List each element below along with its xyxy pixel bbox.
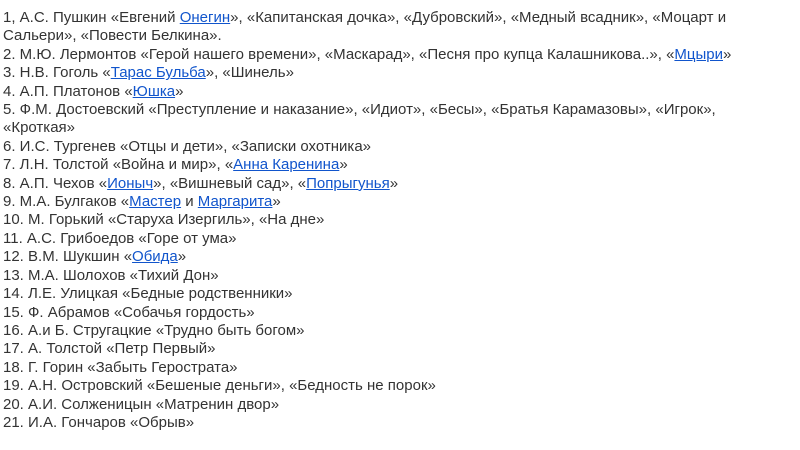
list-item [3, 46, 796, 64]
text-segment: 5. Ф.М. Достоевский «Преступление и наказание», «Идиот», «Бесы», «Братья Карамазовы», «Игрок», [3, 101, 716, 119]
text-segment: 4. А.П. Платонов « [3, 82, 133, 100]
list-item [3, 377, 796, 395]
list-item [3, 304, 796, 322]
text-segment: 3. Н.В. Гоголь « [3, 64, 111, 82]
text-segment: 1, А.С. Пушкин «Евгений [3, 9, 180, 26]
text-segment: Сальери», «Повести Белкина». [3, 27, 222, 45]
text-segment: 14. Л.Е. Улицкая «Бедные родственники» [3, 285, 293, 303]
text-segment: 11. А.С. Грибоедов «Горе от ума» [3, 229, 237, 247]
text-segment: » [177, 248, 187, 266]
work-link[interactable]: Тарас Бульба [110, 64, 206, 82]
text-segment: 7. Л.Н. Толстой «Война и мир», « [3, 156, 234, 174]
list-item [3, 175, 796, 193]
list-item [3, 285, 796, 303]
list-item [3, 64, 796, 82]
work-link[interactable]: Онегин [179, 9, 231, 26]
work-link[interactable]: Анна Каренина [233, 156, 340, 174]
text-segment: » [175, 82, 184, 100]
text-segment: и [181, 193, 198, 211]
text-segment: » [723, 45, 732, 63]
text-segment: 20. А.И. Солженицын «Матренин двор» [3, 395, 280, 413]
list-item [3, 138, 796, 156]
list-item [3, 359, 796, 377]
text-segment: » [389, 174, 399, 192]
literature-list [3, 9, 796, 432]
list-item [3, 156, 796, 174]
text-segment: 10. М. Горький «Старуха Изергиль», «На дне» [3, 211, 325, 229]
work-link[interactable]: Юшка [132, 82, 176, 100]
work-link[interactable]: Мастер [129, 193, 182, 211]
list-item [3, 340, 796, 358]
text-segment: 16. А.и Б. Стругацкие «Трудно быть богом» [3, 321, 305, 339]
list-item [3, 248, 796, 266]
list-item [3, 83, 796, 101]
text-segment: 13. М.А. Шолохов «Тихий Дон» [3, 266, 219, 284]
text-segment: », «Капитанская дочка», «Дубровский», «Медный всадник», «Моцарт и [230, 9, 727, 26]
text-segment: 17. А. Толстой «Петр Первый» [3, 340, 216, 358]
list-item [3, 101, 796, 138]
work-link[interactable]: Маргарита [197, 193, 273, 211]
list-item [3, 230, 796, 248]
text-segment: » [272, 193, 281, 211]
list-item [3, 414, 796, 432]
text-segment: 2. М.Ю. Лермонтов «Герой нашего времени», «Маскарад», «Песня про купца Калашникова..», « [3, 45, 675, 63]
text-segment: 18. Г. Горин «Забыть Герострата» [3, 358, 238, 376]
list-item [3, 9, 796, 46]
work-link[interactable]: Обида [132, 248, 178, 266]
list-item [3, 322, 796, 340]
work-link[interactable]: Попрыгунья [306, 174, 390, 192]
text-segment: 19. А.Н. Островский «Бешеные деньги», «Бедность не порок» [3, 377, 436, 395]
text-segment: 8. А.П. Чехов « [3, 174, 108, 192]
text-segment: », «Шинель» [205, 64, 294, 82]
text-segment: » [339, 156, 348, 174]
text-segment: 6. И.С. Тургенев «Отцы и дети», «Записки охотника» [3, 137, 372, 155]
text-segment: 9. М.А. Булгаков « [3, 193, 130, 211]
text-segment: «Кроткая» [3, 119, 76, 137]
text-segment: 21. И.А. Гончаров «Обрыв» [3, 413, 195, 431]
list-item [3, 211, 796, 229]
list-item [3, 267, 796, 285]
list-item [3, 396, 796, 414]
list-item [3, 193, 796, 211]
work-link[interactable]: Ионыч [107, 174, 154, 192]
text-segment: 12. В.М. Шукшин « [3, 248, 133, 266]
text-segment: », «Вишневый сад», « [153, 174, 307, 192]
work-link[interactable]: Мцыри [674, 45, 724, 63]
text-segment: 15. Ф. Абрамов «Собачья гордость» [3, 303, 255, 321]
